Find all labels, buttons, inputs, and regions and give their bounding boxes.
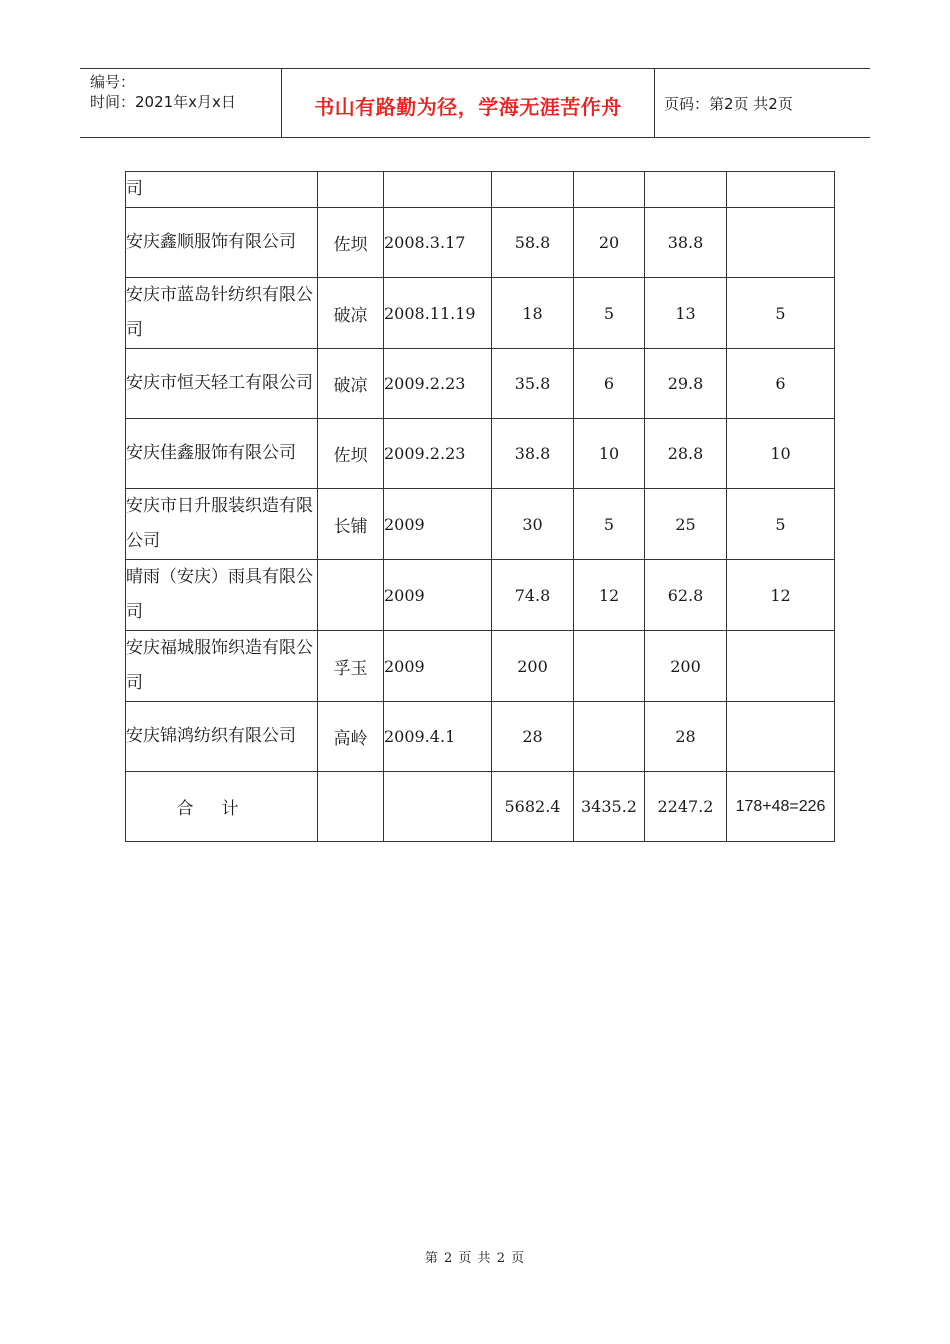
total-location-cell	[318, 772, 384, 842]
time-label: 时间：2021年x月x日	[90, 93, 236, 111]
date-cell: 2009.2.23	[384, 349, 492, 419]
v3-cell: 29.8	[645, 349, 727, 419]
v1-cell: 35.8	[492, 349, 574, 419]
location-cell: 佐坝	[318, 419, 384, 489]
company-name-cell: 安庆佳鑫服饰有限公司	[126, 419, 318, 489]
v1-cell: 200	[492, 631, 574, 702]
v1-cell: 38.8	[492, 419, 574, 489]
v4-cell	[727, 702, 835, 772]
v2-cell: 10	[574, 419, 645, 489]
date-cell: 2009.4.1	[384, 702, 492, 772]
header-slogan: 书山有路勤为径，学海无涯苦作舟	[282, 69, 655, 137]
company-name-cell: 安庆市蓝岛针纺织有限公司	[126, 278, 318, 349]
company-name-cell: 安庆市恒天轻工有限公司	[126, 349, 318, 419]
v3-cell: 13	[645, 278, 727, 349]
header-page-info: 页码：第2页 共2页	[664, 94, 793, 113]
location-cell	[318, 560, 384, 631]
location-cell	[318, 172, 384, 208]
v3-cell: 28.8	[645, 419, 727, 489]
table-row	[126, 208, 835, 278]
total-label: 合计	[126, 772, 318, 842]
total-v3-cell: 2247.2	[645, 772, 727, 842]
v2-cell: 6	[574, 349, 645, 419]
v2-cell	[574, 172, 645, 208]
header-meta	[80, 69, 282, 137]
v3-cell: 25	[645, 489, 727, 560]
v2-cell: 12	[574, 560, 645, 631]
date-cell: 2008.11.19	[384, 278, 492, 349]
total-date-cell	[384, 772, 492, 842]
v1-cell: 28	[492, 702, 574, 772]
company-name-cell: 司	[126, 172, 318, 208]
v2-cell	[574, 702, 645, 772]
v4-cell: 5	[727, 278, 835, 349]
location-cell: 长铺	[318, 489, 384, 560]
v2-cell: 5	[574, 278, 645, 349]
location-cell: 孚玉	[318, 631, 384, 702]
company-name-cell: 安庆鑫顺服饰有限公司	[126, 208, 318, 278]
table-row	[126, 631, 835, 702]
v3-cell	[645, 172, 727, 208]
table-row	[126, 419, 835, 489]
v1-cell: 58.8	[492, 208, 574, 278]
total-v4-cell: 178+48=226	[727, 772, 835, 842]
v2-cell: 20	[574, 208, 645, 278]
location-cell: 破凉	[318, 278, 384, 349]
page-header	[80, 68, 870, 138]
company-name-cell: 安庆锦鸿纺织有限公司	[126, 702, 318, 772]
total-v1-cell: 5682.4	[492, 772, 574, 842]
v4-cell: 12	[727, 560, 835, 631]
page-footer: 第 2 页 共 2 页	[424, 1251, 526, 1266]
company-name-cell: 晴雨（安庆）雨具有限公司	[126, 560, 318, 631]
date-cell: 2009	[384, 489, 492, 560]
v4-cell: 5	[727, 489, 835, 560]
v1-cell: 18	[492, 278, 574, 349]
v4-cell	[727, 631, 835, 702]
number-label: 编号：	[90, 73, 136, 91]
v1-cell	[492, 172, 574, 208]
location-cell: 高岭	[318, 702, 384, 772]
v3-cell: 38.8	[645, 208, 727, 278]
v3-cell: 62.8	[645, 560, 727, 631]
v4-cell: 10	[727, 419, 835, 489]
location-cell: 破凉	[318, 349, 384, 419]
v4-cell	[727, 172, 835, 208]
table-row	[126, 349, 835, 419]
date-cell: 2009.2.23	[384, 419, 492, 489]
date-cell: 2008.3.17	[384, 208, 492, 278]
company-name-cell: 安庆福城服饰织造有限公司	[126, 631, 318, 702]
total-v2-cell: 3435.2	[574, 772, 645, 842]
v1-cell: 30	[492, 489, 574, 560]
table-row	[126, 278, 835, 349]
location-cell: 佐坝	[318, 208, 384, 278]
date-cell: 2009	[384, 560, 492, 631]
company-table	[125, 171, 835, 842]
v2-cell: 5	[574, 489, 645, 560]
date-cell: 2009	[384, 631, 492, 702]
v4-cell: 6	[727, 349, 835, 419]
table-row	[126, 489, 835, 560]
table-row	[126, 560, 835, 631]
total-row	[126, 772, 835, 842]
v3-cell: 28	[645, 702, 727, 772]
company-name-cell: 安庆市日升服装织造有限公司	[126, 489, 318, 560]
table-row	[126, 702, 835, 772]
v3-cell: 200	[645, 631, 727, 702]
date-cell	[384, 172, 492, 208]
table-row	[126, 172, 835, 208]
v1-cell: 74.8	[492, 560, 574, 631]
v4-cell	[727, 208, 835, 278]
v2-cell	[574, 631, 645, 702]
